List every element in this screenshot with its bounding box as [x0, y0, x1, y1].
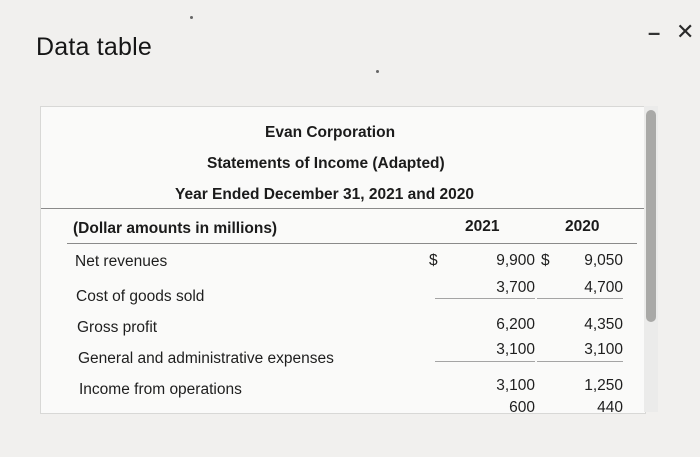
partial-row-2020-value: 440 [597, 399, 623, 416]
row-label-general-admin-expenses: General and administrative expenses [78, 350, 334, 367]
cost-of-goods-sold-2020: 4,700 [584, 279, 623, 296]
column-header-label: (Dollar amounts in millions) [73, 220, 278, 237]
currency-sign-2021: $ [429, 252, 438, 269]
gross-profit-2021: 6,200 [496, 316, 535, 333]
net-revenues-2020: 9,050 [584, 252, 623, 269]
currency-sign-2020: $ [541, 252, 550, 269]
column-header-2021: 2021 [465, 218, 500, 235]
subtotal-rule-2020 [537, 298, 623, 299]
scrollbar-thumb[interactable] [646, 110, 656, 322]
column-header-2020: 2020 [565, 218, 600, 235]
statement-name: Statements of Income (Adapted) [207, 155, 445, 172]
screen-speck [190, 16, 193, 19]
income-from-operations-2020: 1,250 [584, 377, 623, 394]
net-revenues-2021: 9,900 [496, 252, 535, 269]
data-table-panel[interactable] [40, 106, 646, 414]
general-admin-expenses-2020: 3,100 [584, 341, 623, 358]
operations-rule-2021 [435, 361, 535, 362]
dialog-title: Data table [36, 33, 152, 61]
gross-profit-2020: 4,350 [584, 316, 623, 333]
row-label-gross-profit: Gross profit [77, 319, 158, 336]
general-admin-expenses-2021: 3,100 [496, 341, 535, 358]
row-label-net-revenues: Net revenues [75, 253, 168, 270]
subtotal-rule-2021 [435, 298, 535, 299]
row-label-cost-of-goods-sold: Cost of goods sold [76, 288, 205, 305]
close-icon[interactable]: ✕ [676, 19, 695, 44]
company-name: Evan Corporation [265, 124, 396, 141]
screen-speck [376, 70, 379, 73]
operations-rule-2020 [537, 361, 623, 362]
income-from-operations-2021: 3,100 [496, 377, 535, 394]
partial-row-2021-value: 600 [509, 399, 535, 416]
cost-of-goods-sold-2021: 3,700 [496, 279, 535, 296]
partial-row-2020 [551, 399, 623, 416]
row-label-income-from-operations: Income from operations [79, 381, 242, 398]
header-bottom-rule [67, 243, 637, 244]
statement-period: Year Ended December 31, 2021 and 2020 [175, 186, 474, 203]
minimize-icon[interactable]: – [648, 20, 661, 45]
vertical-scrollbar[interactable] [644, 106, 658, 412]
header-top-rule [41, 208, 645, 209]
partial-row-2021 [461, 399, 535, 416]
